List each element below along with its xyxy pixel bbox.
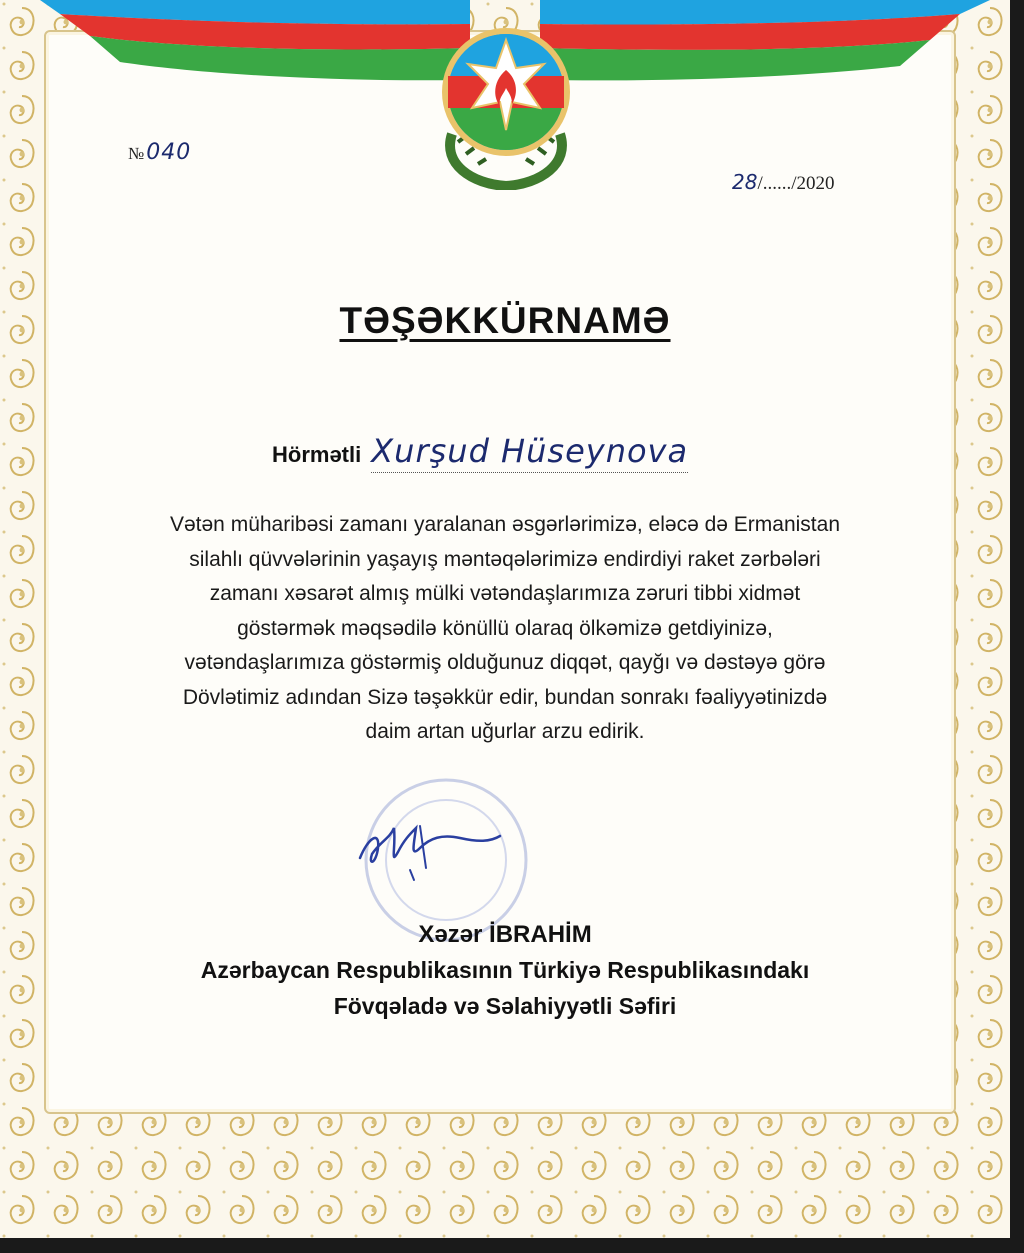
body-paragraph <box>62 508 948 750</box>
national-emblem-icon <box>432 14 580 190</box>
signatory-position-line: Fövqəladə və Səlahiyyətli Səfiri <box>333 993 677 1019</box>
signatory-name: Xəzər İBRAHİM <box>418 921 592 948</box>
body-line: silahlı qüvvələrinin yaşayış məntəqələrimizə endirdiyi raket zərbələri <box>189 547 821 571</box>
recipient-name: Xurşud Hüseynova <box>371 432 688 473</box>
body-line: vətəndaşlarımıza göstərmiş olduğunuz diqqət, qayğı və dəstəyə görə <box>184 651 826 674</box>
document-number-prefix: № <box>128 144 145 163</box>
document-title <box>0 300 1010 342</box>
document-date-day: 28 <box>732 170 758 194</box>
document-number-value: 040 <box>146 140 192 165</box>
scan-edge-bottom <box>0 1238 1024 1253</box>
body-line: Vətən müharibəsi zamanı yaralanan əsgərlərimizə, eləcə də Ermanistan <box>169 513 840 536</box>
signatory-block <box>0 918 1010 1024</box>
document-number <box>128 140 191 165</box>
document-date <box>732 170 835 195</box>
body-line: zamanı xəsarət almış mülki vətəndaşlarımıza zəruri tibbi xidmət <box>209 582 801 605</box>
signature-icon <box>350 808 510 888</box>
signatory-position-line: Azərbaycan Respublikasının Türkiyə Respublikasındakı <box>200 957 810 983</box>
greeting-line <box>272 432 688 470</box>
document-title-text: TƏŞƏKKÜRNAMƏ <box>339 300 671 341</box>
body-line: Dövlətimiz adından Sizə təşəkkür edir, bundan sonrakı fəaliyyətinizdə <box>182 685 828 709</box>
greeting-label: Hörmətli <box>272 442 362 467</box>
body-line: göstərmək məqsədilə könüllü olaraq ölkəmizə getdiyinizə, <box>237 616 773 640</box>
document-date-rest: /....../2020 <box>757 173 835 194</box>
body-line: daim artan uğurlar arzu edirik. <box>365 720 645 743</box>
scan-edge-right <box>1010 0 1024 1253</box>
